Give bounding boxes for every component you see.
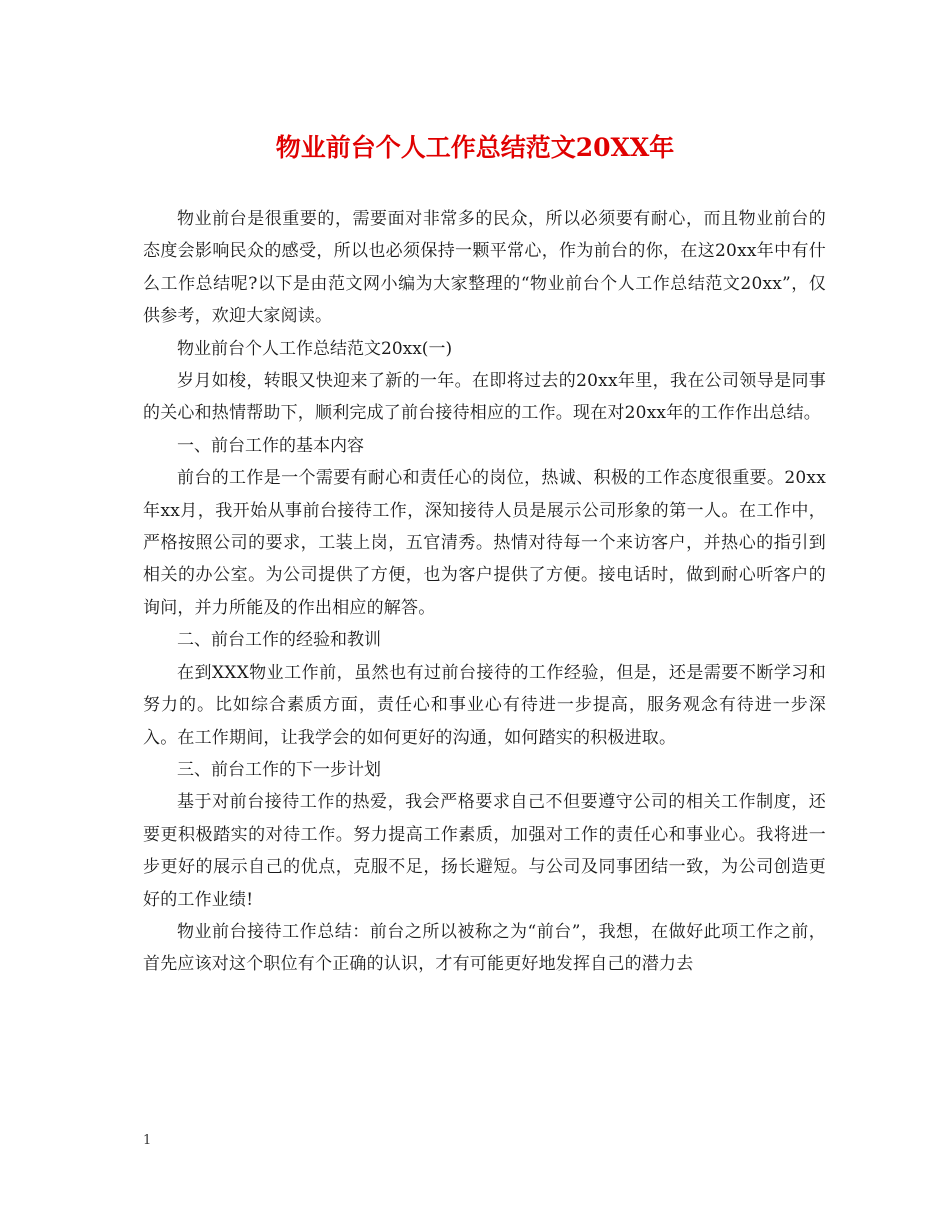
next-plan-paragraph: 基于对前台接待工作的热爱，我会严格要求自己不但要遵守公司的相关工作制度，还要更积极踏实的对待工作。努力提高工作素质，加强对工作的责任心和事业心。我将进一步更好的展示自己的优点，克服不足，扬长避短。与公司及同事团结一致，为公司创造更好的工作业绩! bbox=[143, 792, 826, 910]
section-heading-next-plan: 三、前台工作的下一步计划 bbox=[177, 759, 381, 780]
part-one-paragraph: 岁月如梭，转眼又快迎来了新的一年。在即将过去的20xx年里，我在公司领导是同事的关心和热情帮助下，顺利完成了前台接待相应的工作。现在对20xx年的工作作出总结。 bbox=[143, 371, 826, 424]
experience-paragraph: 在到XXX物业工作前，虽然也有过前台接待的工作经验，但是，还是需要不断学习和努力的。比如综合素质方面，责任心和事业心有待进一步提高，服务观念有待进一步深入。在工作期间，让我学会的如何更好的沟通，如何踏实的积极进取。 bbox=[143, 662, 826, 748]
section-heading-part-one: 物业前台个人工作总结范文20xx(一) bbox=[177, 338, 453, 359]
intro-paragraph: 物业前台是很重要的，需要面对非常多的民众，所以必须要有耐心，而且物业前台的态度会影响民众的感受，所以也必须保持一颗平常心，作为前台的你，在这20xx年中有什么工作总结呢?以下是由范文网小编为大家整理的“物业前台个人工作总结范文20xx”，仅供参考，欢迎大家阅读。 bbox=[143, 209, 826, 327]
document-title: 物业前台个人工作总结范文20XX年 bbox=[275, 133, 675, 162]
basic-content-paragraph: 前台的工作是一个需要有耐心和责任心的岗位，热诚、积极的工作态度很重要。20xx年xx月，我开始从事前台接待工作，深知接待人员是展示公司形象的第一人。在工作中，严格按照公司的要求，工装上岗，五官清秀。热情对待每一个来访客户，并热心的指引到相关的办公室。为公司提供了方便，也为客户提供了方便。接电话时，做到耐心听客户的询问，并力所能及的作出相应的解答。 bbox=[143, 468, 826, 618]
document-body bbox=[143, 203, 826, 981]
section-heading-experience: 二、前台工作的经验和教训 bbox=[177, 630, 381, 651]
section-heading-basic-content: 一、前台工作的基本内容 bbox=[177, 435, 364, 456]
page-number: 1 bbox=[143, 1133, 152, 1148]
summary-paragraph: 物业前台接待工作总结：前台之所以被称之为“前台”，我想，在做好此项工作之前，首先应该对这个职位有个正确的认识，才有可能更好地发挥自己的潜力去 bbox=[143, 921, 826, 975]
